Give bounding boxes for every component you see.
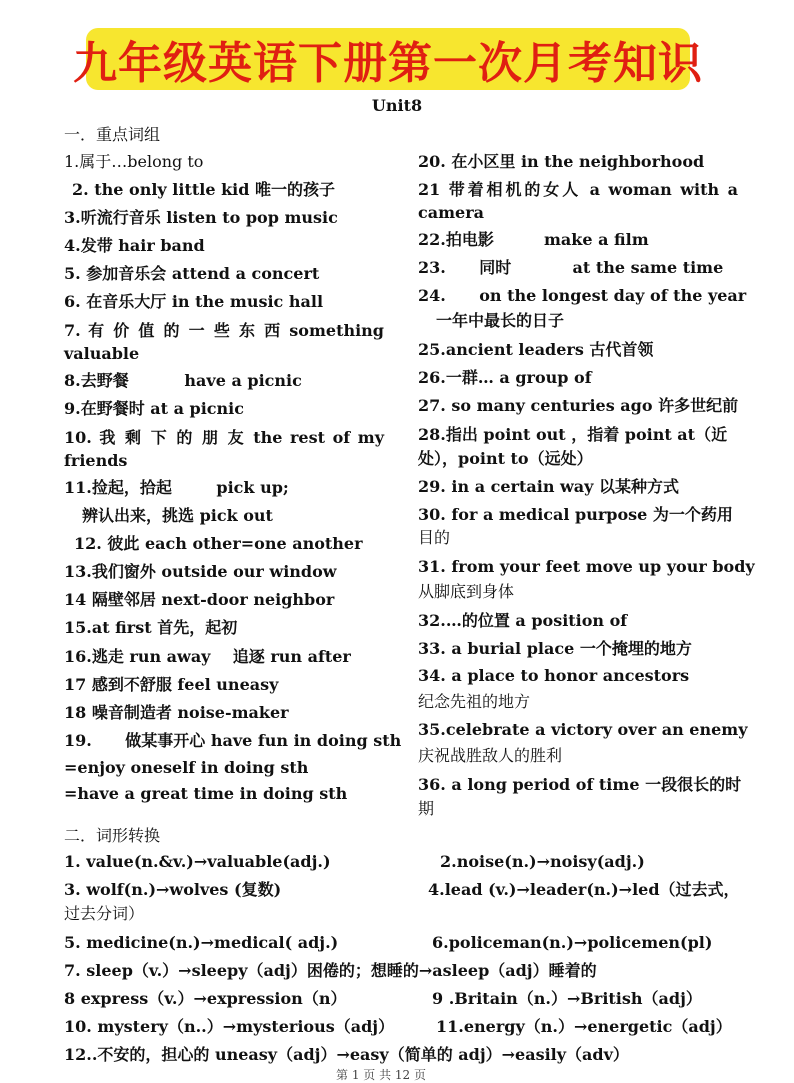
list-item: 24. on the longest day of the year: [418, 286, 747, 305]
list-item: 3.听流行音乐 listen to pop music: [64, 208, 338, 227]
list-item: 9 .Britain（n.）→British（adj）: [432, 989, 702, 1008]
list-item: 11.energy（n.）→energetic（adj）: [436, 1017, 732, 1036]
list-item: 4.发带 hair band: [64, 236, 205, 255]
list-item: 19. 做某事开心 have fun in doing sth: [64, 731, 402, 750]
list-item: 9.在野餐时 at a picnic: [64, 399, 245, 418]
list-item: 7. 有 价 值 的 一 些 东 西 something: [64, 321, 384, 340]
list-item: 32.…的位置 a position of: [418, 611, 628, 630]
list-item-continued: 庆祝战胜敌人的胜利: [418, 746, 563, 765]
list-item: 10. mystery（n..）→mysterious（adj）: [64, 1017, 395, 1036]
list-item: 5. medicine(n.)→medical( adj.): [64, 933, 339, 952]
list-item: 8.去野餐 have a picnic: [64, 371, 302, 390]
list-item: 16.逃走 run away 追逐 run after: [64, 647, 351, 666]
list-item: 18 噪音制造者 noise-maker: [64, 703, 289, 722]
list-item: 23. 同时 at the same time: [418, 258, 724, 277]
list-item: 12..不安的，担心的 uneasy（adj）→easy（简单的 adj）→easily（adv）: [64, 1045, 629, 1064]
list-item: 35.celebrate a victory over an enemy: [418, 720, 748, 739]
list-item: 25.ancient leaders 古代首领: [418, 340, 654, 359]
list-item-continued: friends: [64, 451, 128, 470]
list-item: 20. 在小区里 in the neighborhood: [418, 152, 705, 171]
list-item: 6.policeman(n.)→policemen(pl): [432, 933, 713, 952]
list-item: 4.lead (v.)→leader(n.)→led（过去式，: [428, 880, 740, 899]
list-item-continued: 一年中最长的日子: [436, 311, 565, 330]
list-item: 3. wolf(n.)→wolves (复数): [64, 880, 282, 899]
list-item: 27. so many centuries ago 许多世纪前: [418, 396, 739, 415]
page-title: 九年级英语下册第一次月考知识: [73, 38, 703, 89]
list-item-continued: 目的: [418, 528, 451, 547]
list-item: 1. value(n.&v.)→valuable(adj.): [64, 852, 331, 871]
list-item: 1.属于…belong to: [64, 152, 204, 171]
list-item: 29. in a certain way 以某种方式: [418, 477, 680, 496]
list-item: 17 感到不舒服 feel uneasy: [64, 675, 279, 694]
list-item-continued: =have a great time in doing sth: [64, 784, 348, 803]
unit-heading: Unit8: [371, 96, 423, 115]
list-item-continued: valuable: [64, 344, 140, 363]
list-item-continued: 过去分词）: [64, 904, 145, 923]
list-item: 33. a burial place 一个掩埋的地方: [418, 639, 692, 658]
list-item-continued: camera: [418, 203, 485, 222]
list-item: 36. a long period of time 一段很长的时: [418, 775, 742, 794]
list-item: 14 隔壁邻居 next-door neighbor: [64, 590, 335, 609]
list-item: 2.noise(n.)→noisy(adj.): [440, 852, 645, 871]
list-item: 5. 参加音乐会 attend a concert: [64, 264, 320, 283]
list-item: 6. 在音乐大厅 in the music hall: [64, 292, 324, 311]
list-item: 2. the only little kid 唯一的孩子: [72, 180, 335, 199]
list-item: 30. for a medical purpose 为一个药用: [418, 505, 733, 524]
list-item: 7. sleep（v.）→sleepy（adj）困倦的；想睡的→asleep（adj）睡着的: [64, 961, 597, 980]
list-item-continued: 辨认出来，挑选 pick out: [82, 506, 273, 525]
list-item: 26.一群… a group of: [418, 368, 592, 387]
list-item: 31. from your feet move up your body: [418, 557, 755, 576]
section2-header: 二．词形转换: [64, 826, 161, 845]
list-item: 15.at first 首先，起初: [64, 618, 238, 637]
list-item: 28.指出 point out ，指着 point at（近: [418, 425, 728, 444]
list-item-continued: =enjoy oneself in doing sth: [64, 758, 309, 777]
list-item-continued: 从脚底到身体: [418, 582, 515, 601]
list-item-continued: 纪念先祖的地方: [418, 692, 531, 711]
list-item: 8 express（v.）→expression（n）: [64, 989, 347, 1008]
list-item: 22.拍电影 make a film: [418, 230, 649, 249]
list-item: 13.我们窗外 outside our window: [64, 562, 337, 581]
page-footer: 第 1 页 共 12 页: [336, 1068, 426, 1082]
list-item-continued: 期: [418, 799, 435, 818]
list-item: 21 带着相机的女人 a woman with a: [418, 180, 738, 199]
list-item: 11.捡起，拾起 pick up;: [64, 478, 289, 497]
list-item: 12. 彼此 each other=one another: [74, 534, 363, 553]
list-item-continued: 处），point to（远处）: [418, 449, 593, 468]
section1-header: 一．重点词组: [64, 125, 161, 144]
list-item: 34. a place to honor ancestors: [418, 666, 690, 685]
title-banner: [73, 28, 703, 90]
list-item: 10. 我 剩 下 的 朋 友 the rest of my: [64, 428, 384, 447]
